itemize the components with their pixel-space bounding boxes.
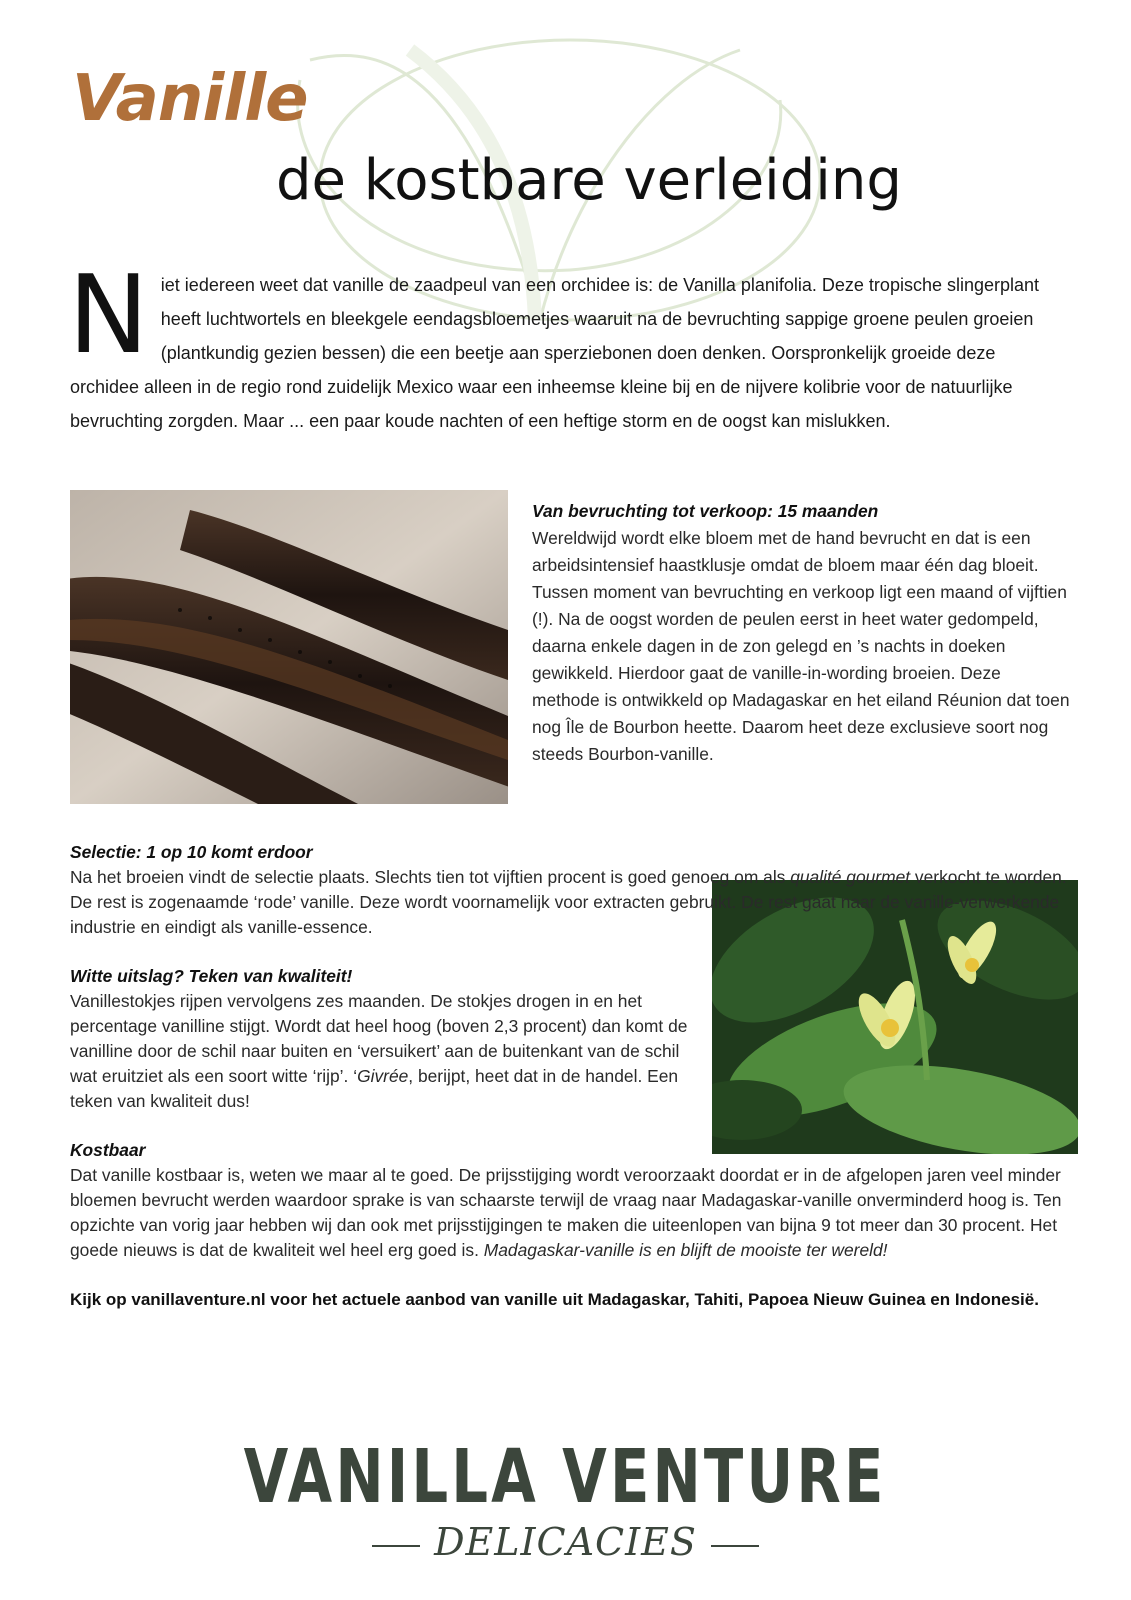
vanilla-flower-photo (712, 880, 1078, 1154)
intro-paragraph (68, 253, 1060, 438)
brand-name: VANILLA VENTURE (244, 1434, 887, 1520)
brand-tagline-row (0, 1520, 1131, 1564)
brand-tagline: DELICACIES (434, 1520, 697, 1564)
section-title-kostbaar: Kostbaar (70, 1140, 146, 1160)
drop-cap: N (68, 253, 149, 378)
section-text-bevruchting: Wereldwijd wordt elke bloem met de hand bevrucht en dat is een arbeidsintensief haastklusje omdat de bloem maar één dag bloeit. Tussen moment van bevruchting en verkoop ligt een maand of vijftien (!). Na de oogst worden de peulen eerst in heet water gedompeld, daarna enkele dagen in de zon gelegd en ’s nachts in doeken gewikkeld. Hierdoor gaat de vanille-in-wording broeien. Deze methode is ontwikkeld op Madagaskar en het eiland Réunion dat toen nog Île de Bourbon heette. Daarom heet deze exclusieve soort nog steeds Bourbon-vanille. (532, 528, 1070, 764)
section-text-selectie-italic: qualité gourmet (790, 867, 911, 887)
section-text-witte-1: Vanillestokjes rijpen vervolgens zes maanden. De stokjes drogen in en het percentage vanilline stijgt. Wordt dat heel hoog (boven 2,3 procent) dan komt de vanilline door de schil naar buiten en ‘versuikert’ aan de buitenkant van de schil wat eruitziet als een soort witte ‘rijp’. ‘ (70, 991, 688, 1086)
section-text-selectie-2: verkocht te worden. De rest is zogenaamde ‘rode’ vanille. Deze wordt voornamelijk voor extracten gebruikt. De rest gaat naar de vanille-verwerkende industrie en eindigt als vanille-essence. (70, 867, 1067, 937)
section-bevruchting (532, 498, 1072, 768)
section-text-witte-italic: Givrée (357, 1066, 409, 1086)
section-text-witte-2: , berijpt, heet dat in de handel. Een teken van kwaliteit dus! (70, 1066, 679, 1111)
section-kostbaar (70, 1138, 1070, 1263)
tagline-dash-left (372, 1545, 420, 1547)
tagline-dash-right (711, 1545, 759, 1547)
page-subtitle: de kostbare verleiding (276, 148, 902, 213)
main-content (70, 840, 1070, 1336)
call-to-action: Kijk op vanillaventure.nl voor het actuele aanbod van vanille uit Madagaskar, Tahiti, Papoea Nieuw Guinea en Indonesië. (70, 1290, 1039, 1309)
section-title-selectie: Selectie: 1 op 10 komt erdoor (70, 842, 313, 862)
section-title-bevruchting: Van bevruchting tot verkoop: 15 maanden (532, 501, 879, 521)
intro-text: iet iedereen weet dat vanille de zaadpeul van een orchidee is: de Vanilla planifolia. Deze tropische slingerplant heeft luchtwortels en bleekgele eendagsbloemetjes waaruit na de bevruchting sappige groene peulen groeien (plantkundig gezien bessen) die een beetje aan sperziebonen doen denken. Oorspronkelijk groeide deze orchidee alleen in de regio rond zuidelijk Mexico waar een inheemse kleine bij en de nijvere kolibrie voor de natuurlijke bevruchting zorgden. Maar ... een paar koude nachten of een heftige storm en de oogst kan mislukken. (70, 275, 1040, 431)
section-title-witte: Witte uitslag? Teken van kwaliteit! (70, 966, 353, 986)
section-text-kostbaar-italic: Madagaskar-vanille is en blijft de mooiste ter wereld! (483, 1240, 888, 1260)
brand-logo (0, 1434, 1131, 1564)
section-text-selectie-1: Na het broeien vindt de selectie plaats. Slechts tien tot vijftien procent is goed genoeg om als (70, 867, 791, 887)
vanilla-pods-photo (70, 490, 508, 804)
page-title: Vanille (72, 62, 308, 136)
section-text-kostbaar: Dat vanille kostbaar is, weten we maar al te goed. De prijsstijging wordt veroorzaakt doordat er in de afgelopen jaren veel minder bloemen bevrucht werden waardoor sprake is van schaarste terwijl de vraag naar Madagaskar-vanille onverminderd hoog is. Ten opzichte van vorig jaar hebben wij dan ook met prijsstijgingen te maken die uiteenlopen van bijna 9 tot meer dan 30 procent. Het goede nieuws is dat de kwaliteit wel heel erg goed is. (70, 1165, 1062, 1260)
